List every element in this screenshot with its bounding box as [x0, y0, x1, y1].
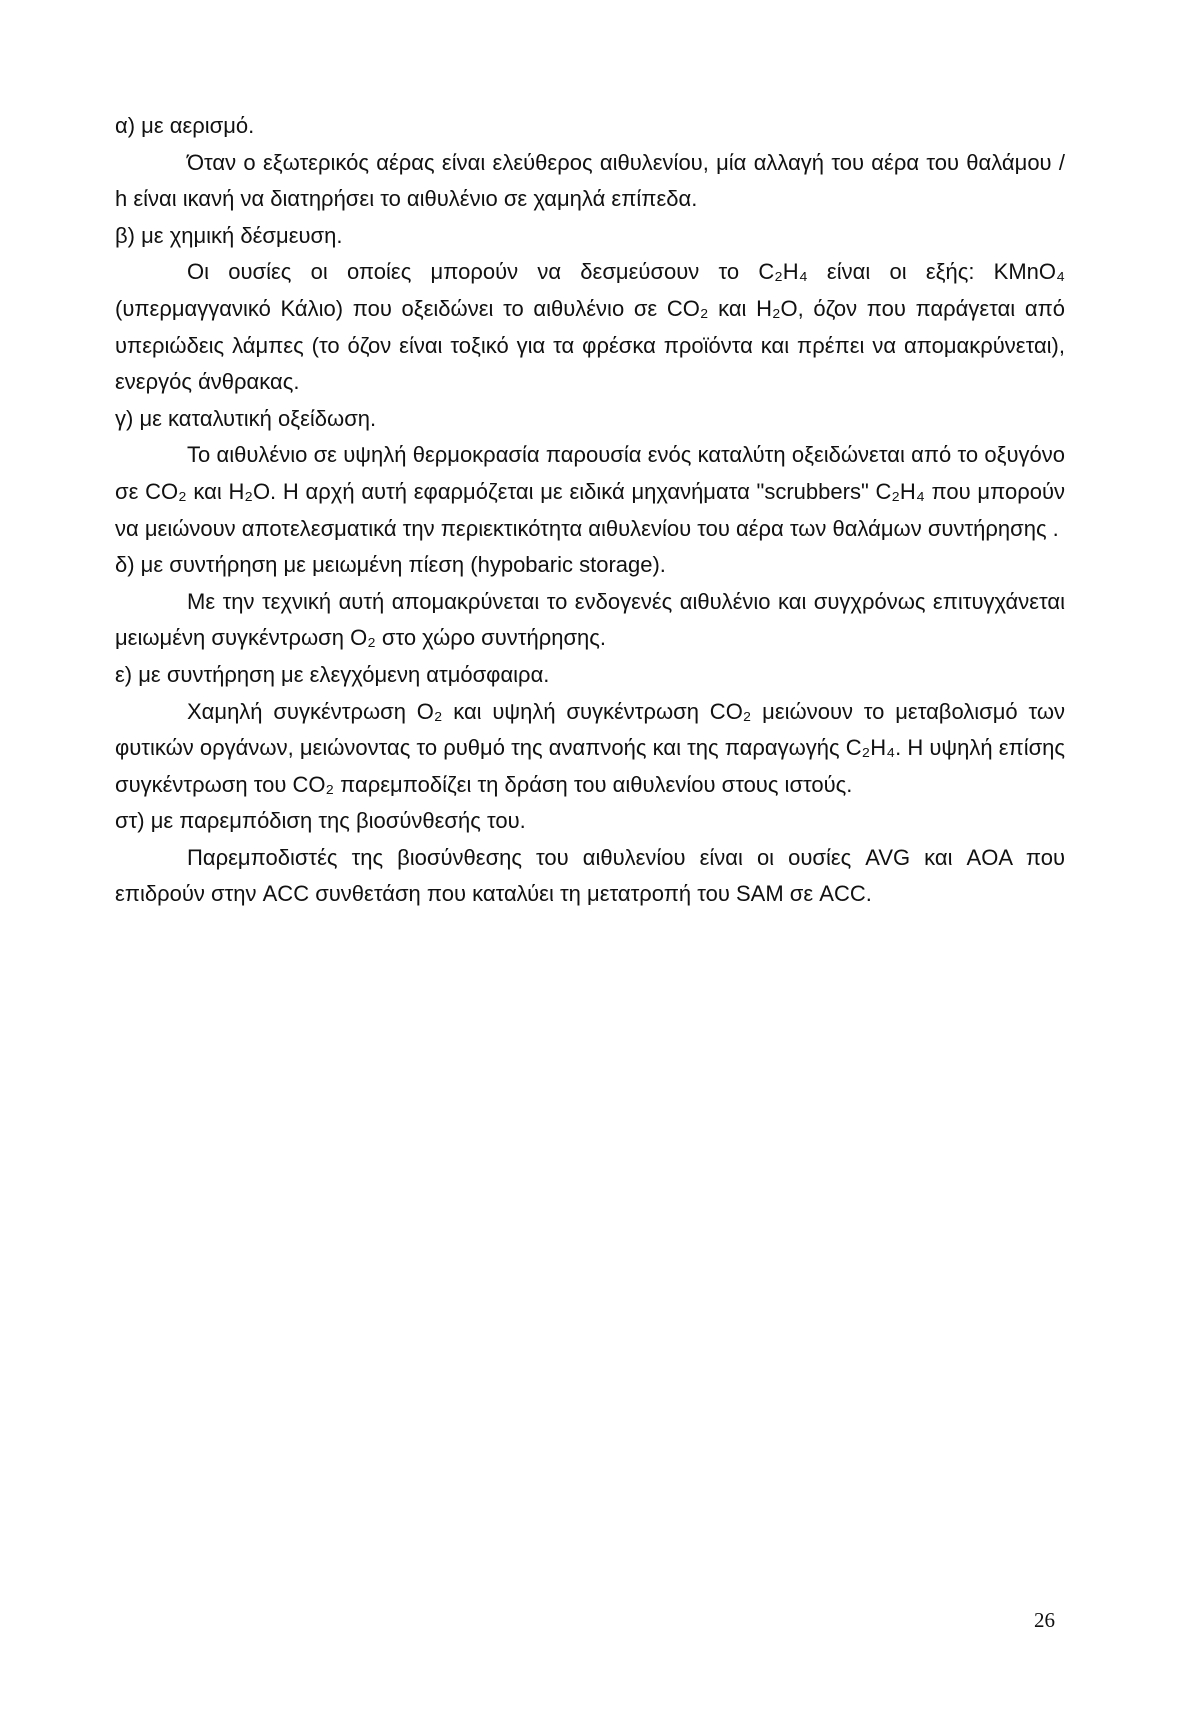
section-catalytic-oxidation [115, 401, 1065, 547]
section-paragraph: Οι ουσίες οι οποίες μπορούν να δεσμεύσουν το C₂H₄ είναι οι εξής: KMnO₄ (υπερμαγγανικό Κάλιο) που οξειδώνει το αιθυλένιο σε CO₂ και H₂O, όζον που παράγεται από υπεριώδεις λάμπες (το όζον είναι τοξικό για τα φρέσκα προϊόντα και πρέπει να απομακρύνεται), ενεργός άνθρακας. [115, 259, 1065, 395]
section-heading: γ) με καταλυτική οξείδωση. [115, 405, 377, 431]
section-heading: στ) με παρεμπόδιση της βιοσύνθεσής του. [115, 808, 526, 834]
section-hypobaric-storage [115, 547, 1065, 657]
section-paragraph: Παρεμποδιστές της βιοσύνθεσης του αιθυλενίου είναι οι ουσίες AVG και AOA που επιδρούν στην ACC συνθετάση που καταλύει τη μετατροπή του SAM σε ACC. [115, 844, 1065, 907]
section-biosynthesis-inhibition [115, 803, 1065, 913]
section-aeration [115, 108, 1065, 218]
section-heading: ε) με συντήρηση με ελεγχόμενη ατμόσφαιρα. [115, 661, 550, 687]
page-number: 26 [1034, 1608, 1055, 1632]
section-paragraph: Το αιθυλένιο σε υψηλή θερμοκρασία παρουσία ενός καταλύτη οξειδώνεται από το οξυγόνο σε CO₂ και H₂O. Η αρχή αυτή εφαρμόζεται με ειδικά μηχανήματα "scrubbers" C₂H₄ που μπορούν να μειώνουν αποτελεσματικά την περιεκτικότητα αιθυλενίου του αέρα των θαλάμων συντήρησης . [115, 442, 1065, 541]
document-content [115, 108, 1065, 913]
section-paragraph: Χαμηλή συγκέντρωση O₂ και υψηλή συγκέντρωση CO₂ μειώνουν το μεταβολισμό των φυτικών οργάνων, μειώνοντας το ρυθμό της αναπνοής και της παραγωγής C₂H₄. Η υψηλή επίσης συγκέντρωση του CO₂ παρεμποδίζει τη δράση του αιθυλενίου στους ιστούς. [115, 698, 1065, 797]
section-paragraph: Όταν ο εξωτερικός αέρας είναι ελεύθερος αιθυλενίου, μία αλλαγή του αέρα του θαλάμου / h είναι ικανή να διατηρήσει το αιθυλένιο σε χαμηλά επίπεδα. [115, 149, 1065, 212]
section-chemical-binding [115, 218, 1065, 401]
section-heading: α) με αερισμό. [115, 113, 255, 138]
section-heading: β) με χημική δέσμευση. [115, 222, 343, 248]
section-controlled-atmosphere [115, 657, 1065, 803]
section-paragraph: Με την τεχνική αυτή απομακρύνεται το ενδογενές αιθυλένιο και συγχρόνως επιτυγχάνεται μειωμένη συγκέντρωση O₂ στο χώρο συντήρησης. [115, 588, 1065, 651]
section-heading: δ) με συντήρηση με μειωμένη πίεση (hypobaric storage). [115, 552, 666, 578]
